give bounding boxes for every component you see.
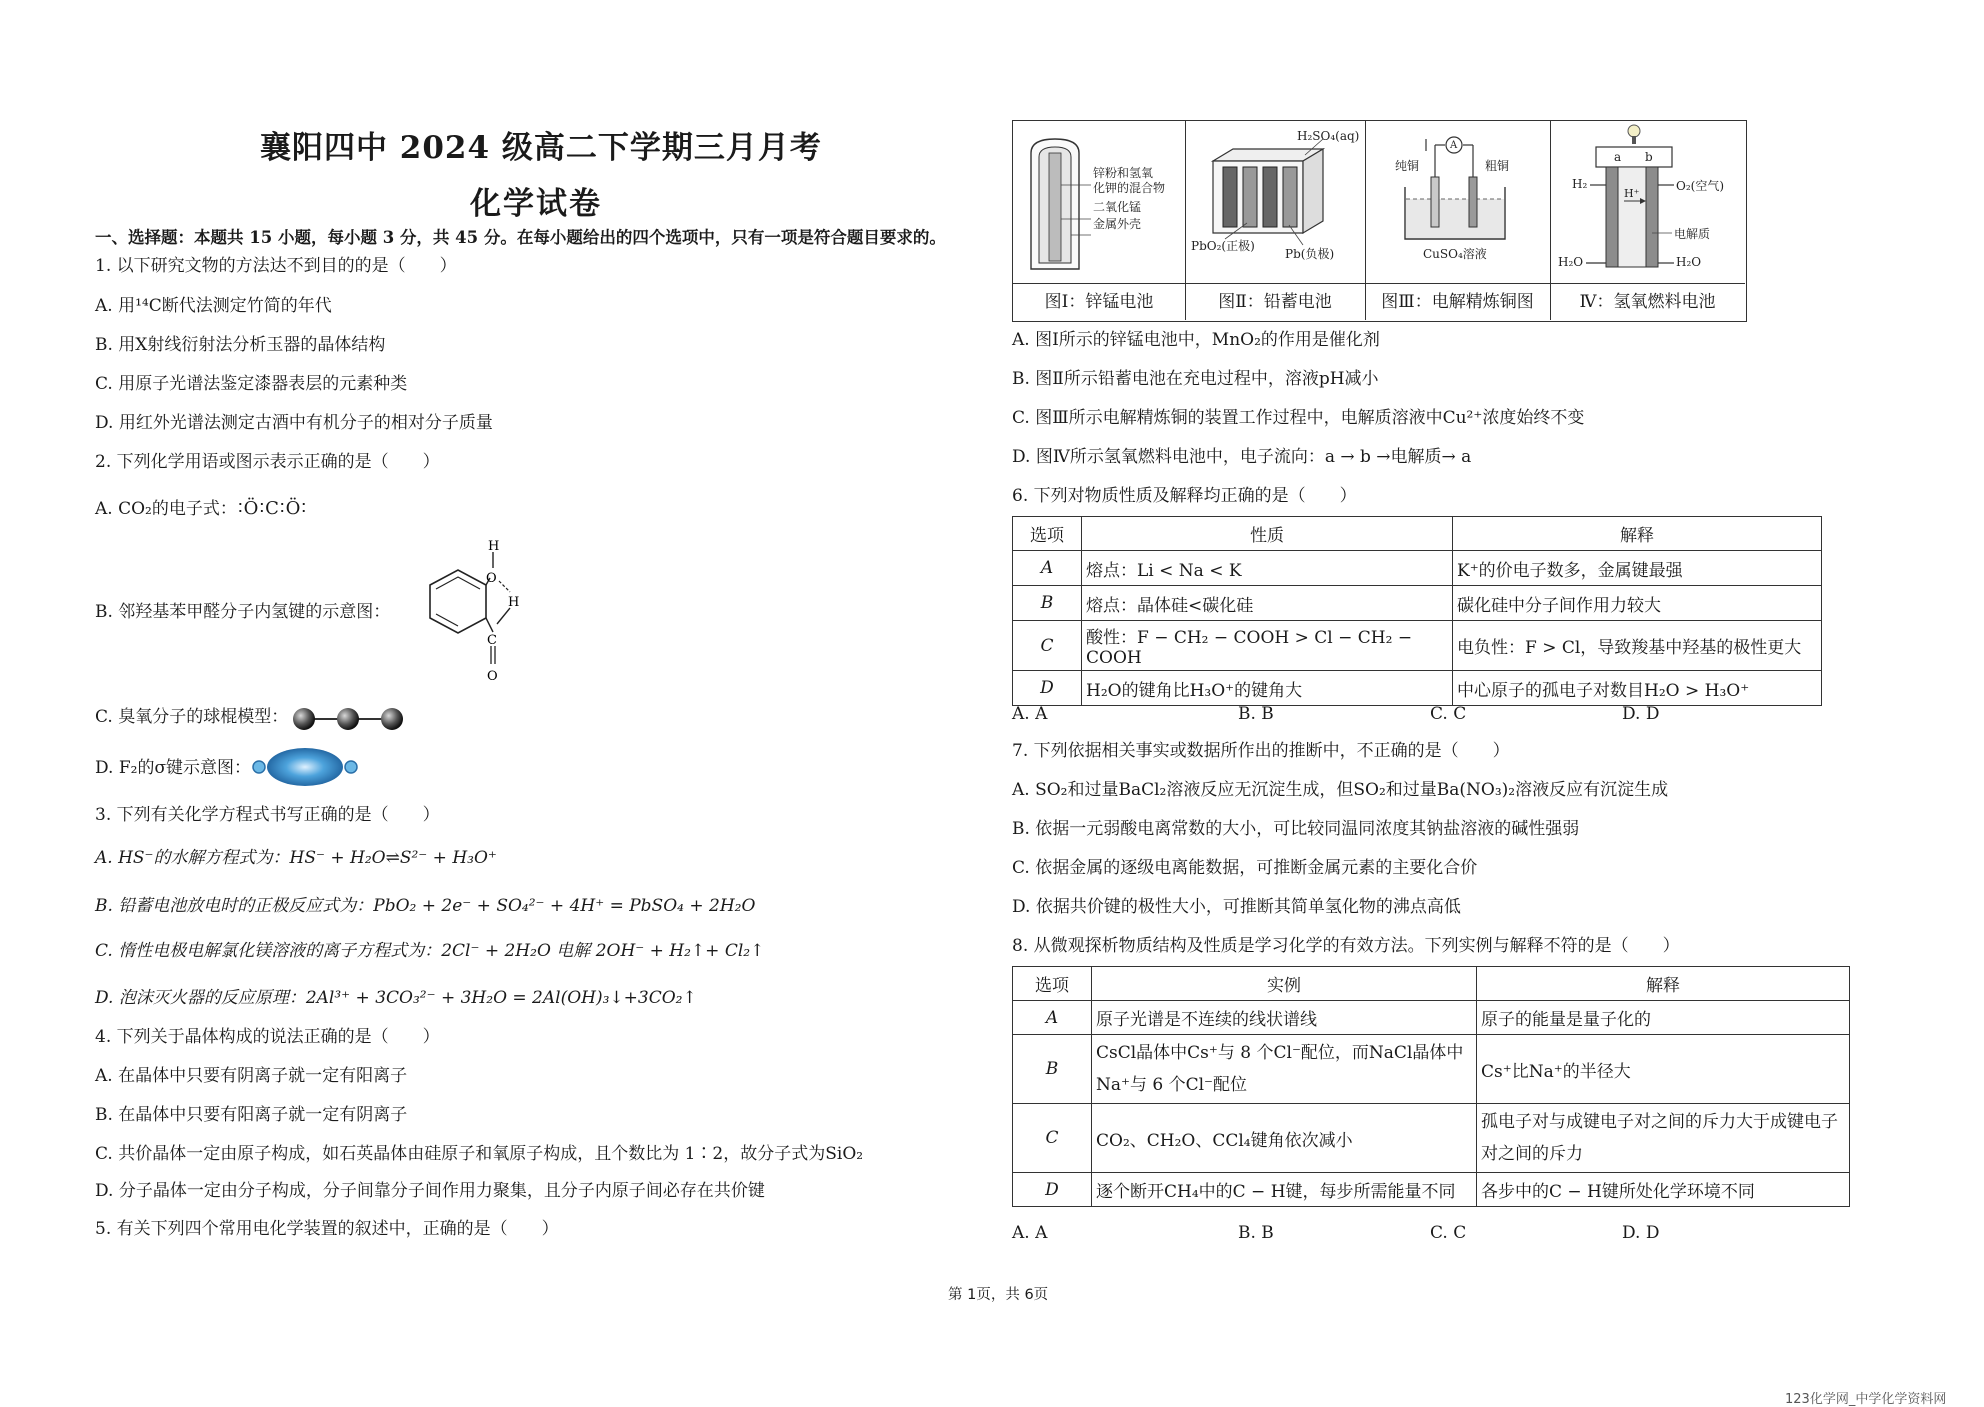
q8-row-d-example: 逐个断开CH₄中的C − H键，每步所需能量不同 [1092,1173,1477,1207]
q6-row-d-property: H₂O的键角比H₃O⁺的键角大 [1082,671,1453,706]
fig3-label-pure-copper: 纯铜 [1395,159,1420,173]
q8-row-c-option: C [1013,1104,1092,1173]
table-row [1013,1173,1850,1207]
fig2-label-h2so4: H₂SO₄(aq) [1297,129,1360,143]
q2-option-d: D. F₂的σ键示意图： [95,758,252,778]
q8-header-option: 选项 [1013,967,1092,1001]
q1-stem: 1. 以下研究文物的方法达不到目的的是（ ） [95,256,457,276]
q4-option-a: A. 在晶体中只要有阴离子就一定有阳离子 [95,1066,408,1086]
exam-title: 襄阳四中 2024 级高二下学期三月月考 [260,130,822,166]
q2-stem: 2. 下列化学用语或图示表示正确的是（ ） [95,452,440,472]
q2-option-c: C. 臭氧分子的球棍模型： [95,707,289,727]
table-row [1013,586,1822,621]
table-row [1013,1035,1850,1104]
q6-stem: 6. 下列对物质性质及解释均正确的是（ ） [1012,486,1357,506]
table-row [1013,671,1822,706]
q8-choice-a: A. A [1012,1223,1048,1243]
q3-option-c: C. 惰性电极电解氯化镁溶液的离子方程式为：2Cl⁻ + 2H₂O 电解 2OH⁻ + H₂↑+ Cl₂↑ [95,941,765,961]
q6-header-explanation: 解释 [1453,517,1822,551]
q4-stem: 4. 下列关于晶体构成的说法正确的是（ ） [95,1027,440,1047]
q4-option-c: C. 共价晶体一定由原子构成，如石英晶体由硅原子和氧原子构成，且个数比为 1∶2，故分子式为SiO₂ [95,1144,864,1164]
caption-fig3: 图Ⅲ：电解精炼铜图 [1365,283,1551,320]
q8-choice-c: C. C [1430,1223,1467,1243]
fig4-label-hplus: H⁺ [1624,187,1640,200]
q8-row-c-explanation: 孤电子对与成键电子对之间的斥力大于成键电子对之间的斥力 [1477,1104,1850,1173]
salicylaldehyde-hbond-diagram [390,540,530,685]
q6-choice-a: A. A [1012,704,1048,724]
q7-option-c: C. 依据金属的逐级电离能数据，可推断金属元素的主要化合价 [1012,858,1478,878]
page-number: 第 1页，共 6页 [948,1287,1049,1303]
fig3-cell [1365,121,1551,283]
fig1-cell [1013,121,1186,283]
q8-stem: 8. 从微观探析物质结构及性质是学习化学的有效方法。下列实例与解释不符的是（ ） [1012,936,1680,956]
fig1-label-4: 金属外壳 [1093,217,1142,231]
q8-row-d-option: D [1013,1173,1092,1207]
q3-option-a: A. HS⁻的水解方程式为：HS⁻ + H₂O⇌S²⁻ + H₃O⁺ [95,848,497,868]
caption-fig2: 图Ⅱ：铅蓄电池 [1185,283,1366,320]
q8-row-b-option: B [1013,1035,1092,1104]
fig1-label-3: 二氧化锰 [1093,200,1142,214]
fig4-label-h2o-left: H₂O [1558,255,1584,269]
q6-choice-c: C. C [1430,704,1467,724]
q6-choice-b: B. B [1238,704,1274,724]
q8-row-d-explanation: 各步中的C − H键所处化学环境不同 [1477,1173,1850,1207]
q8-header-explanation: 解释 [1477,967,1850,1001]
fig3-label-crude-copper: 粗铜 [1485,159,1510,173]
q7-option-b: B. 依据一元弱酸电离常数的大小，可比较同温同浓度其钠盐溶液的碱性强弱 [1012,819,1580,839]
table-row [1013,551,1822,586]
q6-row-b-option: B [1013,586,1082,621]
q7-option-d: D. 依据共价键的极性大小，可推断其简单氢化物的沸点高低 [1012,897,1461,917]
q8-row-a-option: A [1013,1001,1092,1035]
o-top-label: O [486,571,497,586]
h-top-label: H [488,540,500,554]
fig1-label-2: 化钾的混合物 [1093,181,1166,195]
q6-row-b-property: 熔点：晶体硅<碳化硅 [1082,586,1453,621]
electrochemistry-device-table [1012,120,1747,322]
q8-row-c-example: CO₂、CH₂O、CCl₄键角依次减小 [1092,1104,1477,1173]
o-bottom-label: O [487,669,498,684]
q6-row-c-option: C [1013,621,1082,671]
q6-table [1012,516,1822,706]
fig4-label-h2o-right: H₂O [1676,255,1702,269]
q8-row-b-example: CsCl晶体中Cs⁺与 8 个Cl⁻配位，而NaCl晶体中Na⁺与 6 个Cl⁻配位 [1092,1035,1477,1104]
section-heading: 一、选择题：本题共 15 小题，每小题 3 分，共 45 分。在每小题给出的四个选项中，只有一项是符合题目要求的。 [95,228,946,247]
caption-fig1: 图Ⅰ：锌锰电池 [1013,283,1186,320]
fig4-label-b: b [1645,150,1653,164]
q2-option-a: A. CO₂的电子式： [95,499,237,519]
q3-option-d: D. 泡沫灭火器的反应原理：2Al³⁺ + 3CO₃²⁻ + 3H₂O = 2Al(OH)₃↓+3CO₂↑ [95,988,697,1008]
fig2-label-pbo2: PbO₂(正极) [1191,239,1255,253]
q7-stem: 7. 下列依据相关事实或数据所作出的推断中，不正确的是（ ） [1012,741,1510,761]
q6-row-a-property: 熔点：Li < Na < K [1082,551,1453,586]
q6-row-d-option: D [1013,671,1082,706]
caption-fig4: Ⅳ：氢氧燃料电池 [1550,283,1745,320]
q1-option-d: D. 用红外光谱法测定古酒中有机分子的相对分子质量 [95,413,493,433]
q1-option-b: B. 用X射线衍射法分析玉器的晶体结构 [95,335,386,355]
q5-option-b: B. 图Ⅱ所示铅蓄电池在充电过程中，溶液pH减小 [1012,369,1379,389]
fig4-label-electrolyte: 电解质 [1674,227,1711,241]
table-row [1013,1001,1850,1035]
q5-stem: 5. 有关下列四个常用电化学装置的叙述中，正确的是（ ） [95,1219,559,1239]
q8-choice-b: B. B [1238,1223,1274,1243]
q2-option-b: B. 邻羟基苯甲醛分子内氢键的示意图： [95,602,391,622]
ammeter-label: A [1450,140,1458,151]
fig4-label-h2: H₂ [1572,177,1588,191]
q6-choice-d: D. D [1622,704,1660,724]
q6-row-a-option: A [1013,551,1082,586]
q6-header-option: 选项 [1013,517,1082,551]
fig2-cell [1185,121,1366,283]
q8-table [1012,966,1850,1207]
q3-option-b: B. 铅蓄电池放电时的正极反应式为：PbO₂ + 2e⁻ + SO₄²⁻ + 4H⁺ = PbSO₄ + 2H₂O [95,896,756,916]
q4-option-d: D. 分子晶体一定由分子构成，分子间靠分子间作用力聚集，且分子内原子间必存在共价键 [95,1181,765,1201]
q6-header-property: 性质 [1082,517,1453,551]
fig2-label-pb: Pb(负极) [1285,247,1335,261]
q6-row-b-explanation: 碳化硅中分子间作用力较大 [1453,586,1822,621]
table-row [1013,621,1822,671]
fig3-label-cuso4: CuSO₄溶液 [1423,247,1487,261]
q8-row-a-example: 原子光谱是不连续的线状谱线 [1092,1001,1477,1035]
fig4-label-o2: O₂(空气) [1676,179,1725,193]
q6-row-c-explanation: 电负性：F > Cl，导致羧基中羟基的极性更大 [1453,621,1822,671]
q6-row-c-property: 酸性：F − CH₂ − COOH > Cl − CH₂ − COOH [1082,621,1453,671]
q6-row-a-explanation: K⁺的价电子数多，金属键最强 [1453,551,1822,586]
q7-option-a: A. SO₂和过量BaCl₂溶液反应无沉淀生成，但SO₂和过量Ba(NO₃)₂溶液反应有沉淀生成 [1012,780,1669,800]
h-right-label: H [508,595,520,610]
q8-choice-d: D. D [1622,1223,1660,1243]
ozone-ball-stick-model [290,704,410,734]
q3-stem: 3. 下列有关化学方程式书写正确的是（ ） [95,805,440,825]
table-row [1013,1104,1850,1173]
fig4-cell [1550,121,1745,283]
lead-acid-battery-figure [1185,121,1365,283]
q1-option-c: C. 用原子光谱法鉴定漆器表层的元素种类 [95,374,408,394]
q8-row-b-explanation: Cs⁺比Na⁺的半径大 [1477,1035,1850,1104]
q8-row-a-explanation: 原子的能量是量子化的 [1477,1001,1850,1035]
co2-electron-formula: ∶Ö∶C∶Ö∶ [238,498,308,519]
q1-option-a: A. 用¹⁴C断代法测定竹简的年代 [95,296,332,316]
exam-subtitle: 化学试卷 [470,186,602,222]
q5-option-c: C. 图Ⅲ所示电解精炼铜的装置工作过程中，电解质溶液中Cu²⁺浓度始终不变 [1012,408,1585,428]
q5-option-d: D. 图Ⅳ所示氢氧燃料电池中，电子流向：a → b →电解质→ a [1012,447,1472,467]
q8-header-example: 实例 [1092,967,1477,1001]
q4-option-b: B. 在晶体中只要有阳离子就一定有阴离子 [95,1105,408,1125]
q6-row-d-explanation: 中心原子的孤电子对数目H₂O > H₃O⁺ [1453,671,1822,706]
fig1-label-1: 锌粉和氢氧 [1093,166,1154,180]
c-bottom-label: C [487,633,497,648]
f2-sigma-bond-diagram [250,745,360,790]
q5-option-a: A. 图Ⅰ所示的锌锰电池中，MnO₂的作用是催化剂 [1012,330,1380,350]
watermark: 123化学网_中学化学资料网 [1785,1392,1947,1407]
fig4-label-a: a [1614,150,1622,164]
